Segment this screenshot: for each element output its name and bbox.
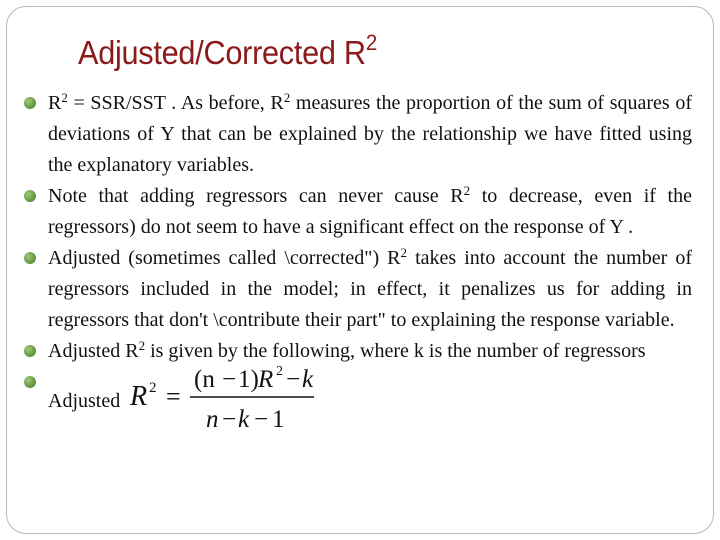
bullet-text: Note that adding regressors can never cause R bbox=[48, 185, 464, 207]
formula-equals: = bbox=[166, 382, 181, 411]
denominator-one: 1 bbox=[272, 406, 285, 433]
bullet-text: Adjusted (sometimes called \corrected") R bbox=[48, 247, 401, 269]
numerator-minus-1: − bbox=[222, 366, 237, 393]
bullet-dot-icon bbox=[24, 376, 36, 388]
numerator-k: k bbox=[302, 366, 314, 393]
formula-lhs-sup: 2 bbox=[149, 380, 157, 396]
bullet-dot-icon bbox=[24, 252, 36, 264]
bullet-item-formula-intro bbox=[20, 336, 692, 367]
title-text: Adjusted/Corrected R bbox=[78, 34, 366, 71]
bullet-item-definition bbox=[20, 88, 692, 181]
bullet-dot-icon bbox=[24, 190, 36, 202]
adjusted-r-squared-formula bbox=[130, 359, 330, 435]
bullet-text: measures the proportion of the sum of squares of deviations of Y that can be explained by the relationship we have fitted using the explanatory variables. bbox=[48, 92, 693, 176]
superscript: 2 bbox=[463, 183, 471, 198]
bullet-text: is given by the following, where k is the number of regressors bbox=[145, 340, 646, 362]
numerator-close: 1) bbox=[238, 366, 260, 393]
bullet-text: R bbox=[48, 92, 62, 114]
bullet-item-adjusted-explanation bbox=[20, 243, 692, 336]
superscript: 2 bbox=[138, 338, 146, 353]
bullet-list bbox=[20, 88, 692, 435]
numerator-open: (n bbox=[194, 366, 216, 393]
bullet-dot-icon bbox=[24, 345, 36, 357]
bullet-text: to decrease, even if the regressors) do not seem to have a significant effect on the response of Y . bbox=[48, 185, 692, 238]
superscript: 2 bbox=[400, 245, 408, 260]
denominator-k: k bbox=[238, 406, 250, 433]
bullet-dot-icon bbox=[24, 97, 36, 109]
numerator-sup: 2 bbox=[276, 364, 284, 379]
bullet-text: takes into account the number of regressors included in the model; in effect, it penalizes us for adding in regressors that don't \contribute their part" to explaining the response variable. bbox=[48, 247, 692, 331]
denominator-n: n bbox=[206, 406, 219, 433]
formula-lhs: R bbox=[130, 381, 148, 412]
slide-title bbox=[78, 30, 377, 72]
bullet-text: = SSR/SST . As before, R bbox=[67, 92, 284, 114]
formula-row bbox=[48, 364, 692, 435]
title-superscript: 2 bbox=[365, 30, 377, 55]
formula-label: Adjusted bbox=[48, 389, 121, 412]
denominator-minus-1: − bbox=[222, 406, 237, 433]
bullet-item-formula bbox=[20, 364, 692, 435]
numerator-minus-2: − bbox=[286, 366, 301, 393]
superscript: 2 bbox=[283, 90, 291, 105]
denominator-minus-2: − bbox=[254, 406, 269, 433]
numerator-r: R bbox=[258, 366, 274, 393]
superscript: 2 bbox=[61, 90, 68, 105]
bullet-item-note bbox=[20, 181, 692, 243]
bullet-text: Adjusted R bbox=[48, 340, 139, 362]
